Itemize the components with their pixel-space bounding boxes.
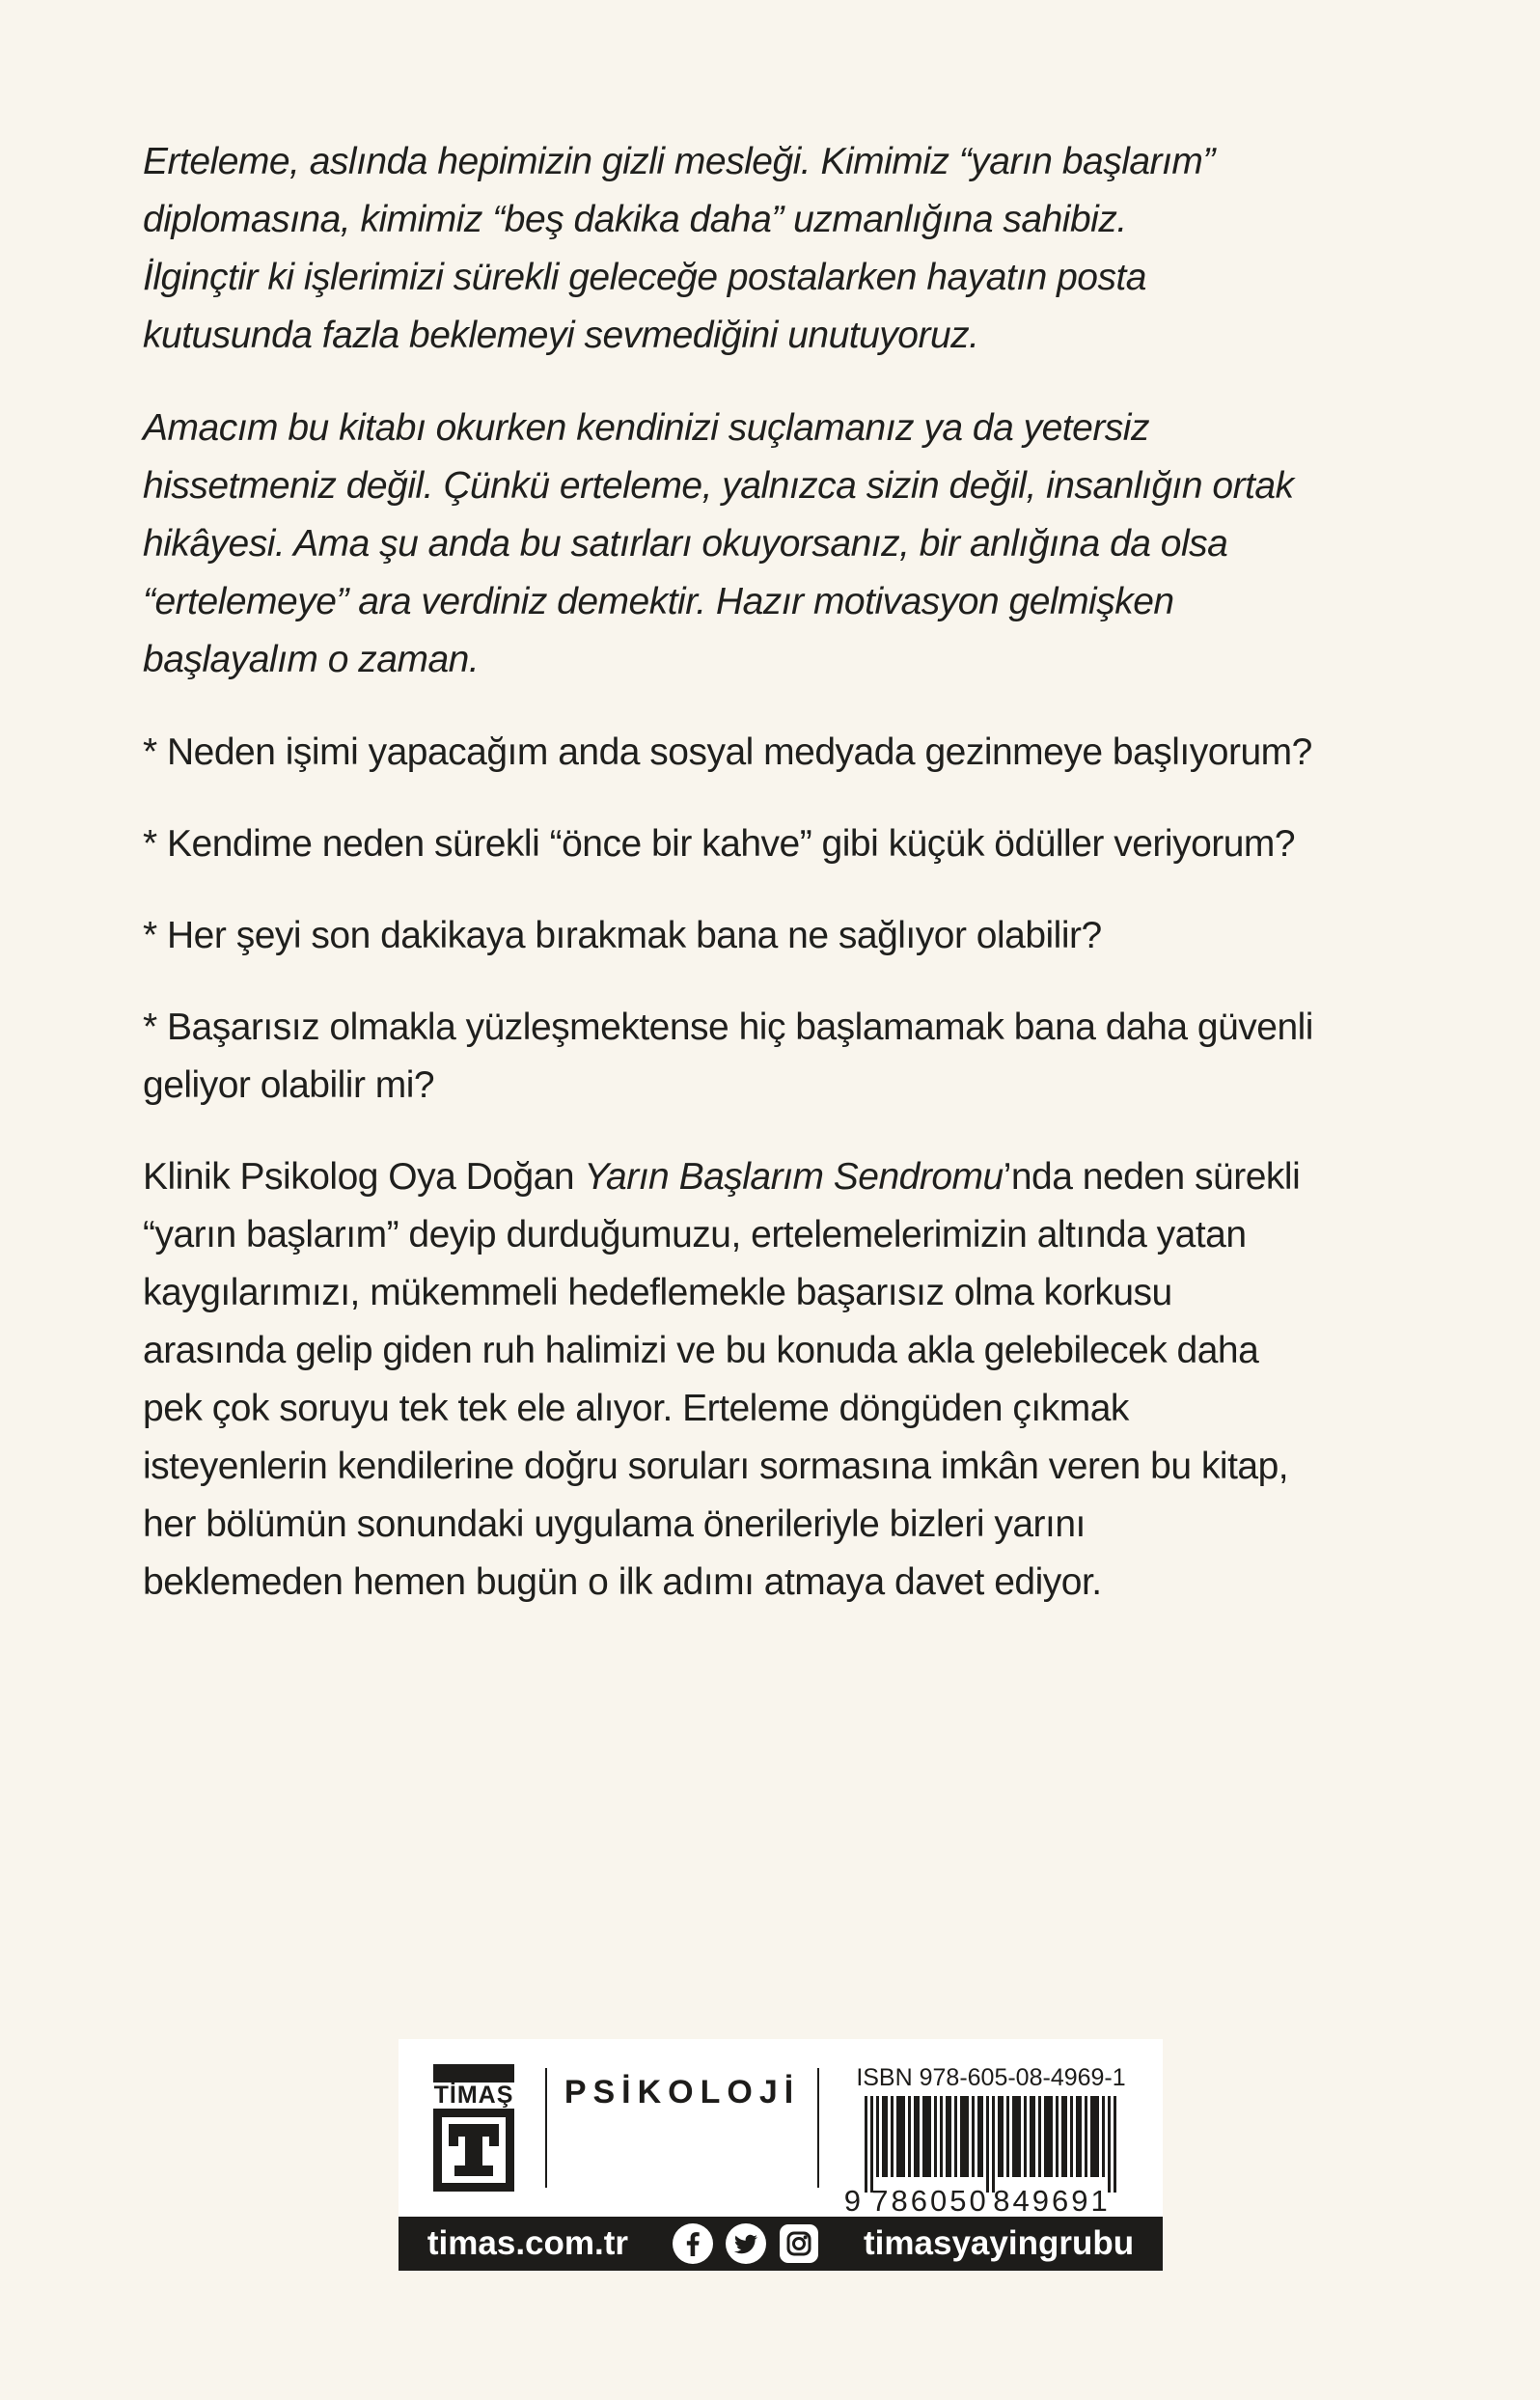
blurb-line: geliyor olabilir mi? [143,1064,435,1106]
blurb-line: kutusunda fazla beklemeyi sevmediğini unutuyoruz. [143,315,979,356]
publisher-website: timas.com.tr [426,2224,629,2262]
isbn-block [819,2039,1163,2217]
timas-logo-text: TİMAŞ [433,2082,514,2109]
timas-logo [433,2064,514,2192]
blurb-line: pek çok soruyu tek tek ele alıyor. Erteleme döngüden çıkmak [143,1388,1129,1429]
blurb-line: “ertelemeye” ara verdiniz demektir. Hazır motivasyon gelmişken [143,581,1174,622]
imprint-panel [399,2039,1163,2217]
blurb-line: beklemeden hemen bugün o ilk adımı atmaya davet ediyor. [143,1561,1102,1603]
blurb-line: * Başarısız olmakla yüzleşmektense hiç başlamamak bana daha güvenli [143,1007,1313,1048]
blurb-line: arasında gelip giden ruh halimizi ve bu konuda akla gelebilecek daha [143,1330,1259,1371]
footer-bar [399,2217,1163,2271]
question-item [143,815,1426,873]
timas-monogram-icon [433,2109,514,2192]
book-title-mention: Yarın Başlarım Sendromu [584,1156,1004,1198]
timas-logo-bar [433,2064,514,2083]
barcode-digits-right: 849691 [993,2184,1111,2218]
blurb-paragraph-3 [143,1148,1426,1612]
blurb-line: “yarın başlarım” deyip durduğumuzu, ertelemelerimizin altında yatan [143,1214,1247,1255]
facebook-icon [673,2223,713,2264]
barcode-digits-left: 786050 [871,2184,989,2218]
blurb-line: isteyenlerin kendilerine doğru soruları sormasına imkân veren bu kitap, [143,1446,1289,1487]
author-credit: Klinik Psikolog Oya Doğan [143,1156,585,1198]
blurb-line: başlayalım o zaman. [143,639,480,680]
social-icons [673,2223,819,2264]
question-list [143,724,1426,1115]
isbn-label: ISBN 978-605-08-4969-1 [856,2064,1126,2091]
blurb-line: * Neden işimi yapacağım anda sosyal medyada gezinmeye başlıyorum? [143,731,1312,773]
blurb-line: her bölümün sonundaki uygulama önerileriyle bizleri yarını [143,1503,1086,1545]
blurb-line: * Her şeyi son dakikaya bırakmak bana ne sağlıyor olabilir? [143,915,1102,956]
blurb-line: Amacım bu kitabı okurken kendinizi suçlamanız ya da yetersiz [143,407,1149,449]
blurb-line-fragment: ’nda neden sürekli [1003,1156,1301,1198]
twitter-icon [726,2223,766,2264]
instagram-icon [779,2223,819,2264]
blurb-line: hikâyesi. Ama şu anda bu satırları okuyorsanız, bir anlığına da olsa [143,523,1228,565]
question-item [143,999,1426,1115]
question-item [143,724,1426,782]
barcode [843,2096,1122,2218]
barcode-digit-first: 9 [843,2184,861,2218]
blurb-line [143,1148,1426,1206]
blurb-line: hissetmeniz değil. Çünkü erteleme, yalnızca sizin değil, insanlığın ortak [143,465,1294,507]
publisher-block [399,2039,1163,2271]
blurb-paragraph-1 [143,133,1426,365]
blurb-line: kaygılarımızı, mükemmeli hedeflemekle başarısız olma korkusu [143,1272,1172,1313]
blurb-line: İlginçtir ki işlerimizi sürekli geleceğe postalarken hayatın posta [143,257,1146,298]
question-item [143,907,1426,965]
blurb-line: * Kendime neden sürekli “önce bir kahve” gibi küçük ödüller veriyorum? [143,823,1296,865]
blurb-paragraph-2 [143,400,1426,689]
publisher-social-handle: timasyayingrubu [864,2224,1135,2262]
category-cell [547,2039,817,2217]
back-cover-blurb [143,133,1426,1646]
category-label: PSİKOLOJİ [564,2074,801,2110]
blurb-line: Erteleme, aslında hepimizin gizli mesleği. Kimimiz “yarın başlarım” [143,141,1215,182]
blurb-line: diplomasına, kimimiz “beş dakika daha” uzmanlığına sahibiz. [143,199,1127,240]
